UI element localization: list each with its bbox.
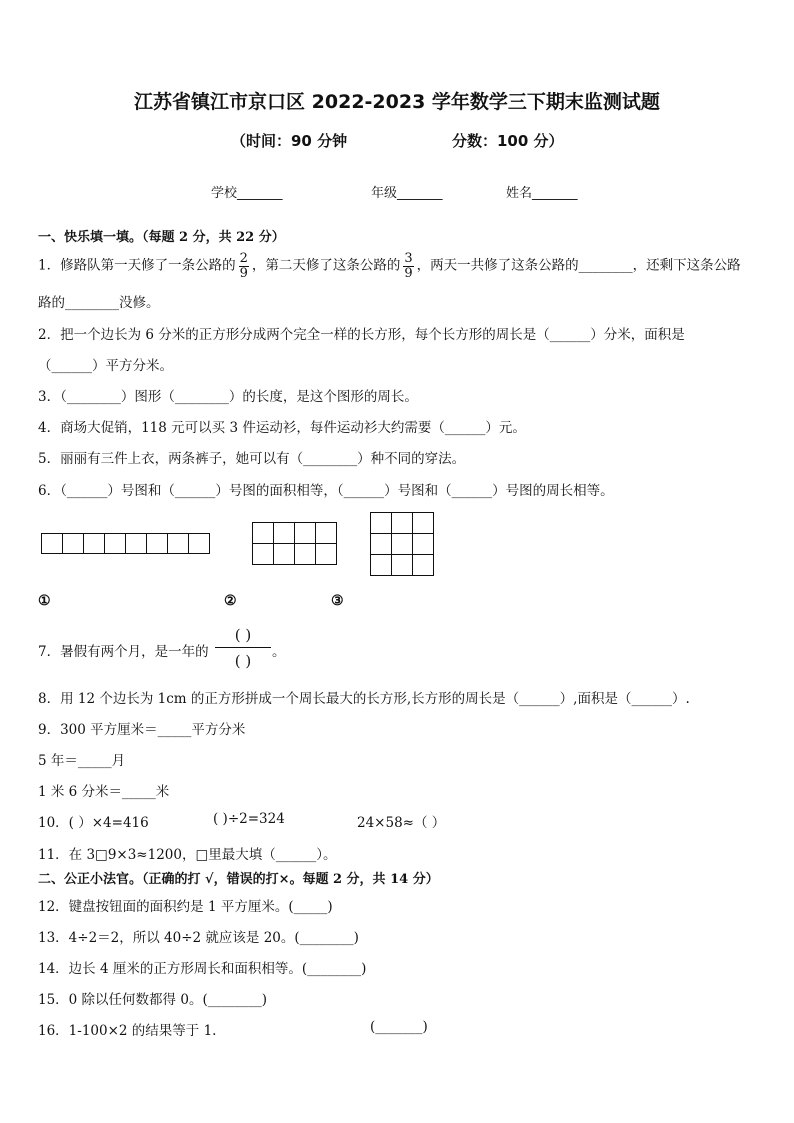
grid-cell [84, 534, 105, 554]
question-1-text-a: 1．修路队第一天修了一条公路的 [38, 257, 236, 274]
grid-cell [295, 523, 316, 544]
question-6: 6．（______）号图和（______）号图的面积相等，（______）号图和（______）号图的周长相等。 [38, 483, 614, 499]
grid-cell [371, 555, 392, 576]
grid-cell [392, 534, 413, 555]
grid-cell [413, 534, 434, 555]
question-16-blank: (_______) [370, 1019, 428, 1035]
question-2-line2: （______）平方分米。 [38, 358, 173, 374]
blank-numerator: ( ) [215, 623, 271, 648]
grid-cell [274, 544, 295, 565]
question-9-line1: 9．300 平方厘米＝_____平方分米 [38, 722, 246, 738]
grid-cell [147, 534, 168, 554]
question-7-text: 7．暑假有两个月，是一年的 [38, 644, 209, 660]
name-field: 姓名_______ [506, 186, 578, 201]
grade-field: 年级_______ [371, 186, 443, 201]
figure-2-grid [252, 522, 337, 565]
grid-row [253, 523, 337, 544]
grid-cell [392, 513, 413, 534]
grid-cell [371, 513, 392, 534]
question-14: 14．边长 4 厘米的正方形周长和面积相等。(________) [38, 961, 367, 977]
figure-3-label: ③ [331, 593, 344, 609]
fraction-2-9 [239, 252, 249, 280]
question-7-end: 。 [272, 644, 286, 660]
grid-cell [413, 555, 434, 576]
grid-cell [253, 544, 274, 565]
grid-cell [168, 534, 189, 554]
question-4: 4．商场大促销，118 元可以买 3 件运动衫，每件运动衫大约需要（______）元。 [38, 420, 526, 436]
grid-cell [42, 534, 63, 554]
fraction-numerator: 2 [239, 251, 248, 266]
fraction-denominator: 9 [404, 265, 413, 281]
grid-cell [126, 534, 147, 554]
question-9-line3: 1 米 6 分米＝_____米 [38, 784, 170, 800]
grid-cell [105, 534, 126, 554]
question-1-text-c: ，两天一共修了这条公路的________，还剩下这条公路 [416, 257, 741, 274]
question-11: 11．在 3□9×3≈1200，□里最大填（______）。 [38, 847, 337, 863]
section1-heading: 一、快乐填一填。（每题 2 分，共 22 分） [38, 230, 285, 245]
fraction-numerator: 3 [404, 251, 413, 266]
question-13: 13．4÷2＝2，所以 40÷2 就应该是 20。(________) [38, 930, 359, 946]
exam-score: 分数：100 分） [452, 132, 564, 150]
question-10-part-a: 10．( ）×4=416 [38, 815, 149, 831]
grid-row [253, 544, 337, 565]
grid-cell [392, 555, 413, 576]
grid-cell [189, 534, 210, 554]
question-10-part-b: ( )÷2=324 [213, 811, 285, 827]
question-7-blank-fraction [215, 623, 271, 674]
grid-cell [316, 523, 337, 544]
question-10-part-c: 24×58≈（ ） [357, 815, 446, 831]
grid-row [371, 555, 434, 576]
question-2-line1: 2．把一个边长为 6 分米的正方形分成两个完全一样的长方形，每个长方形的周长是（______）分米，面积是 [38, 327, 685, 343]
question-1-line1 [38, 252, 741, 280]
figure-1-grid [41, 533, 210, 554]
exam-time: （时间：90 分钟 [231, 132, 348, 150]
question-8: 8．用 12 个边长为 1cm 的正方形拼成一个周长最大的长方形,长方形的周长是（______）,面积是（______）. [38, 691, 690, 707]
grid-row [371, 513, 434, 534]
question-5: 5．丽丽有三件上衣，两条裤子，她可以有（________）种不同的穿法。 [38, 451, 466, 467]
grid-row [371, 534, 434, 555]
grid-cell [295, 544, 316, 565]
school-field: 学校_______ [211, 186, 283, 201]
question-9-line2: 5 年＝_____月 [38, 753, 126, 769]
blank-denominator: ( ) [234, 652, 252, 670]
grid-cell [63, 534, 84, 554]
figure-1-label: ① [38, 593, 51, 609]
page-title: 江苏省镇江市京口区 2022-2023 学年数学三下期末监测试题 [134, 91, 660, 113]
grid-cell [413, 513, 434, 534]
grid-cell [253, 523, 274, 544]
question-15: 15．0 除以任何数都得 0。(________) [38, 992, 267, 1008]
grid-cell [316, 544, 337, 565]
fraction-3-9 [403, 252, 413, 280]
grid-cell [274, 523, 295, 544]
question-1-text-b: ，第二天修了这条公路的 [251, 257, 401, 274]
figure-3-grid [370, 512, 434, 576]
figure-2-label: ② [224, 593, 237, 609]
grid-cell [371, 534, 392, 555]
fraction-denominator: 9 [239, 265, 248, 281]
section2-heading: 二、公正小法官。（正确的打 √，错误的打×。每题 2 分，共 14 分） [38, 872, 439, 887]
question-3: 3．（________）图形（________）的长度，是这个图形的周长。 [38, 389, 418, 405]
question-12: 12．键盘按钮面的面积约是 1 平方厘米。(_____) [38, 899, 333, 915]
question-16-text: 16．1-100×2 的结果等于 1. [38, 1023, 217, 1039]
grid-row [42, 534, 210, 554]
question-1-line2: 路的________没修。 [38, 295, 160, 311]
